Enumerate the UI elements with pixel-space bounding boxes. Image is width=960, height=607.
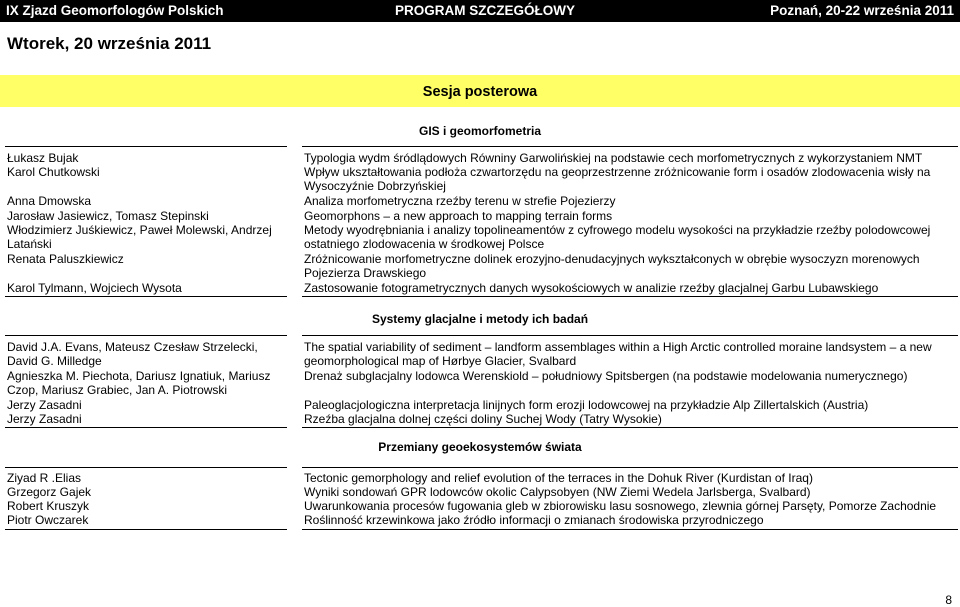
section-title: Systemy glacjalne i metody ich badań (371, 312, 589, 326)
divider (302, 467, 958, 468)
section-title: GIS i geomorfometria (418, 124, 542, 138)
divider (302, 146, 958, 147)
divider (302, 529, 958, 530)
section-title: Przemiany geoekosystemów świata (378, 440, 582, 454)
author-cell: Łukasz Bujak (7, 151, 79, 165)
program-label: PROGRAM SZCZEGÓŁOWY (395, 3, 575, 18)
day-title: Wtorek, 20 września 2011 (7, 34, 212, 53)
divider (5, 427, 287, 428)
poster-title: Geomorphons – a new approach to mapping terrain forms (304, 209, 613, 223)
divider (302, 335, 958, 336)
poster-title: Zróżnicowanie morfometryczne dolinek erozyjno-denudacyjnych wykształconych w obrębie wysoczyzn morenowych Pojezierza Drawskiego (304, 252, 920, 280)
author-cell: Anna Dmowska (7, 194, 92, 208)
poster-title: Roślinność krzewinkowa jako źródło informacji o zmianach środowiska przyrodniczego (304, 513, 764, 527)
author-cell: Jarosław Jasiewicz, Tomasz Stepinski (7, 209, 209, 223)
author-cell: Włodzimierz Juśkiewicz, Paweł Molewski, Andrzej Latański (7, 223, 272, 251)
author-cell: David J.A. Evans, Mateusz Czesław Strzelecki, David G. Milledge (7, 340, 258, 368)
divider (5, 296, 287, 297)
author-cell: Ziyad R .Elias (7, 471, 82, 485)
author-cell: Agnieszka M. Piechota, Dariusz Ignatiuk, Mariusz Czop, Mariusz Grabiec, Jan A. Piotrowski (7, 369, 271, 397)
poster-title: Typologia wydm śródlądowych Równiny Garwolińskiej na podstawie cech morfometrycznych z wykorzystaniem NMT (304, 151, 923, 165)
divider (5, 467, 287, 468)
divider (302, 296, 958, 297)
place-date: Poznań, 20-22 września 2011 (770, 3, 954, 18)
divider (5, 335, 287, 336)
header-bar (0, 0, 960, 22)
page-number: 8 (945, 593, 952, 607)
author-cell: Piotr Owczarek (7, 513, 89, 527)
poster-title: Drenaż subglacjalny lodowca Werenskiold – południowy Spitsbergen (na podstawie modelowania numerycznego) (304, 369, 908, 383)
author-cell: Jerzy Zasadni (7, 412, 82, 426)
session-title: Sesja posterowa (422, 84, 538, 100)
poster-title: Wpływ ukształtowania podłoża czwartorzędu na geoprzestrzenne zróżnicowanie form i osadów zlodowacenia wisły na Wysoczyźnie Dobrzyńskiej (304, 165, 931, 193)
author-cell: Robert Kruszyk (7, 499, 90, 513)
poster-title: Tectonic gemorphology and relief evolution of the terraces in the Dohuk River (Kurdistan of Iraq) (304, 471, 813, 485)
poster-title: Wyniki sondowań GPR lodowców okolic Calypsobyen (NW Ziemi Wedela Jarlsberga, Svalbard) (304, 485, 811, 499)
author-cell: Karol Tylmann, Wojciech Wysota (7, 281, 182, 295)
author-cell: Grzegorz Gajek (7, 485, 92, 499)
poster-title: Analiza morfometryczna rzeźby terenu w strefie Pojezierzy (304, 194, 616, 208)
divider (5, 146, 287, 147)
poster-title: Uwarunkowania procesów fugowania gleb w zbiorowisku lasu sosnowego, zlewnia górnej Parsęty, Pomorze Zachodnie (304, 499, 937, 513)
poster-title: Metody wyodrębniania i analizy topolineamentów z cyfrowego modelu wysokości na przykładzie rzeźby polodowcowej ostatniego zlodowacenia w środkowej Polsce (304, 223, 931, 251)
author-cell: Renata Paluszkiewicz (7, 252, 124, 266)
divider (302, 427, 958, 428)
conference-name: IX Zjazd Geomorfologów Polskich (6, 3, 224, 18)
author-cell: Jerzy Zasadni (7, 398, 82, 412)
poster-title: Rzeźba glacjalna dolnej części doliny Suchej Wody (Tatry Wysokie) (304, 412, 662, 426)
poster-title: Paleoglacjologiczna interpretacja linijnych form erozji lodowcowej na przykładzie Alp Zillertalskich (Austria) (304, 398, 869, 412)
poster-title: Zastosowanie fotogrametrycznych danych wysokościowych w analizie rzeźby glacjalnej Garbu Lubawskiego (304, 281, 879, 295)
author-cell: Karol Chutkowski (7, 165, 100, 179)
poster-title: The spatial variability of sediment – landform assemblages within a High Arctic controlled moraine landsystem – a new geomorphological map of Hørbye Glacier, Svalbard (304, 340, 932, 368)
divider (5, 529, 287, 530)
